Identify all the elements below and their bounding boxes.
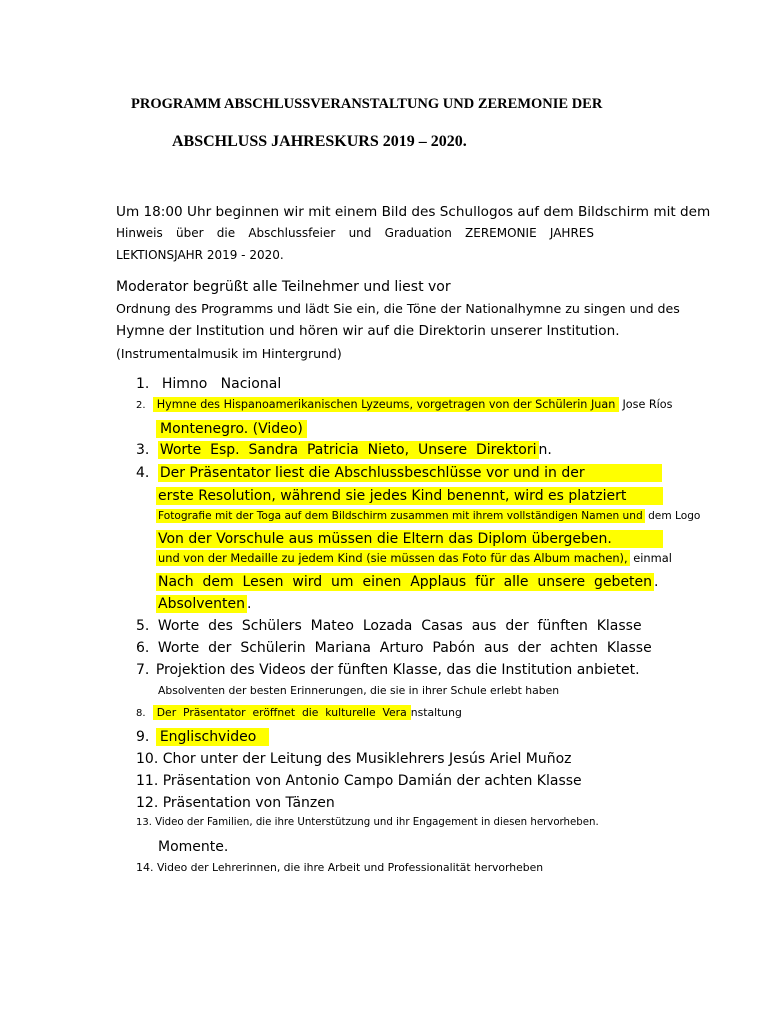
list-item-4-line-5 xyxy=(156,551,672,565)
list-number: 12. xyxy=(136,795,159,811)
list-text-highlight: Fotografie mit der Toga auf dem Bildschirm zusammen mit ihrem vollständigen Namen und xyxy=(158,510,643,522)
list-item-4-line-6 xyxy=(156,574,658,590)
list-item-9 xyxy=(136,729,269,745)
list-text-rest: . xyxy=(246,596,252,612)
title-line-2: ABSCHLUSS JAHRESKURS 2019 – 2020. xyxy=(172,133,467,150)
list-number: 13. xyxy=(136,817,152,828)
list-text: Präsentation von Antonio Campo Damián der achten Klasse xyxy=(162,773,582,789)
list-text-highlight: Hymne des Hispanoamerikanischen Lyzeums, vorgetragen von der Schülerin Juan xyxy=(153,397,620,412)
list-number: 8. xyxy=(136,708,146,719)
list-number: 14. xyxy=(136,861,154,874)
list-text-rest: Jose Ríos xyxy=(622,398,673,411)
list-number: 11. xyxy=(136,773,159,789)
list-item-2-continuation: Montenegro. (Video) xyxy=(156,420,307,438)
list-number: 3. xyxy=(136,442,150,458)
list-number: 7. xyxy=(136,662,150,678)
list-text: Worte der Schülerin Mariana Arturo Pabón aus der achten Klasse xyxy=(157,640,652,656)
intro-line-2: Hinweis über die Abschlussfeier und Graduation ZEREMONIE JAHRES xyxy=(116,226,594,240)
list-text: Projektion des Videos der fünften Klasse, das die Institution anbietet. xyxy=(155,662,640,678)
list-text-highlight: und von der Medaille zu jedem Kind (sie müssen das Foto für das Album machen), xyxy=(158,551,628,565)
moderator-line-1: Moderator begrüßt alle Teilnehmer und liest vor xyxy=(116,279,451,295)
list-text: Himno Nacional xyxy=(161,376,282,392)
list-text-rest: einmal xyxy=(629,551,672,565)
moderator-line-3: Hymne der Institution und hören wir auf die Direktorin unserer Institution. xyxy=(116,323,620,339)
title-line-1: PROGRAMM ABSCHLUSSVERANSTALTUNG UND ZEREMONIE DER xyxy=(131,96,603,112)
list-number: 6. xyxy=(136,640,150,656)
list-text: Video der Lehrerinnen, die ihre Arbeit und Professionalität hervorheben xyxy=(157,861,544,874)
list-item-11 xyxy=(136,773,582,789)
intro-line-3: LEKTIONSJAHR 2019 - 2020. xyxy=(116,248,284,262)
list-text: Video der Familien, die ihre Unterstützung und ihr Engagement in diesen hervorheben. xyxy=(155,817,599,828)
list-item-4-line-4: Von der Vorschule aus müssen die Eltern das Diplom übergeben. xyxy=(156,530,663,548)
intro-line-1: Um 18:00 Uhr beginnen wir mit einem Bild des Schullogos auf dem Bildschirm mit dem xyxy=(116,204,711,220)
list-number: 4. xyxy=(136,465,150,481)
list-item-5 xyxy=(136,618,642,634)
list-item-2 xyxy=(136,398,672,411)
list-text-rest: n. xyxy=(538,442,552,458)
moderator-line-2: Ordnung des Programms und lädt Sie ein, die Töne der Nationalhymne zu singen und des xyxy=(116,301,680,316)
list-item-4-line-7 xyxy=(156,596,251,612)
moderator-line-4: (Instrumentalmusik im Hintergrund) xyxy=(116,346,342,361)
list-text-highlight: Absolventen xyxy=(158,596,245,612)
list-item-4-line-2: erste Resolution, während sie jedes Kind benennt, wird es platziert xyxy=(156,487,663,505)
list-item-1 xyxy=(136,376,281,392)
list-text-highlight: Der Präsentator liest die Abschlussbeschlüsse vor und in der xyxy=(158,464,662,482)
list-text: Präsentation von Tänzen xyxy=(162,795,335,811)
list-text-highlight: Englischvideo xyxy=(156,728,269,746)
list-item-10 xyxy=(136,751,572,767)
list-text-rest: nstaltung xyxy=(410,706,462,719)
list-item-6 xyxy=(136,640,652,656)
list-number: 9. xyxy=(136,729,150,745)
list-item-4-line-3 xyxy=(156,509,700,522)
list-item-7 xyxy=(136,662,640,678)
list-number: 10. xyxy=(136,751,159,767)
list-text-highlight: Worte Esp. Sandra Patricia Nieto, Unsere Direktori xyxy=(159,442,537,458)
list-text: Chor unter der Leitung des Musiklehrers Jesús Ariel Muñoz xyxy=(162,751,572,767)
list-item-8 xyxy=(136,706,462,719)
list-item-7-continuation: Absolventen der besten Erinnerungen, die sie in ihrer Schule erlebt haben xyxy=(158,684,560,697)
list-text-highlight: Nach dem Lesen wird um einen Applaus für alle unsere gebeten xyxy=(158,574,653,590)
list-item-4 xyxy=(136,464,662,482)
list-item-12 xyxy=(136,795,335,811)
list-item-14 xyxy=(136,861,543,874)
list-text-highlight: Der Präsentator eröffnet die kulturelle Vera xyxy=(153,705,411,720)
list-number: 5. xyxy=(136,618,150,634)
list-number: 2. xyxy=(136,400,146,411)
list-text-rest: dem Logo xyxy=(644,510,701,522)
list-item-3 xyxy=(136,442,552,458)
list-item-13 xyxy=(136,817,599,828)
list-item-13-continuation: Momente. xyxy=(158,839,229,855)
list-text-rest: . xyxy=(654,574,659,590)
list-number: 1. xyxy=(136,376,150,392)
list-text: Worte des Schülers Mateo Lozada Casas aus der fünften Klasse xyxy=(157,618,642,634)
